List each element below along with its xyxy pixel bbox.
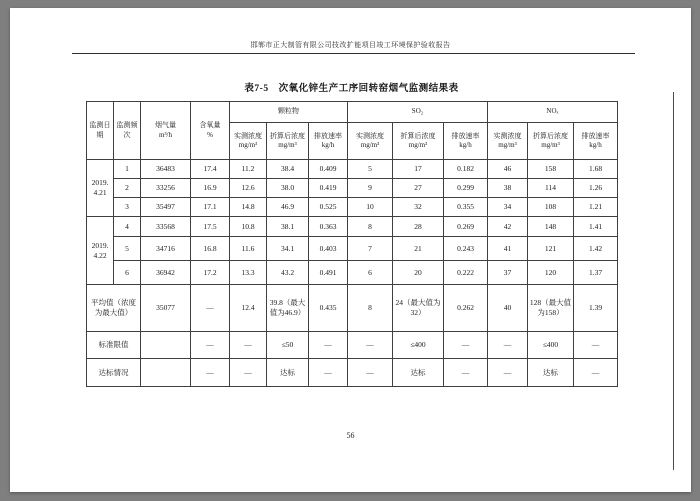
data-cell: 1: [114, 160, 141, 179]
data-cell: 46: [488, 160, 528, 179]
data-cell: —: [230, 359, 267, 387]
data-cell: 达标: [267, 359, 309, 387]
data-cell: 17.1: [191, 198, 230, 217]
page-edge-shadow-line: [673, 92, 674, 470]
data-cell: 17: [393, 160, 444, 179]
data-cell: 35077: [141, 285, 191, 332]
data-cell: —: [444, 359, 488, 387]
data-cell: 39.8（最大值为46.9）: [267, 285, 309, 332]
data-cell: 28: [393, 217, 444, 237]
subheader-label: 排放速率: [314, 131, 342, 140]
data-cell: 37: [488, 261, 528, 285]
data-cell: —: [348, 359, 393, 387]
data-cell: 1.37: [574, 261, 618, 285]
data-cell: 14.8: [230, 198, 267, 217]
data-cell: 0.299: [444, 179, 488, 198]
group-header-nox: NOₓ: [488, 102, 618, 123]
data-cell: 27: [393, 179, 444, 198]
col-header-unit: m³/h: [159, 130, 172, 139]
data-cell: 4: [114, 217, 141, 237]
data-cell: 2: [114, 179, 141, 198]
data-cell: 1.26: [574, 179, 618, 198]
subheader-label: 折算后浓度: [400, 131, 436, 140]
col-header-label: 含氧量: [199, 121, 221, 130]
data-cell: 5: [114, 237, 141, 261]
data-cell: 38.0: [267, 179, 309, 198]
col-header-label: 烟气量: [155, 121, 176, 130]
data-cell: [141, 332, 191, 359]
data-cell: 9: [348, 179, 393, 198]
data-cell: —: [191, 359, 230, 387]
data-cell: —: [191, 285, 230, 332]
data-cell: 114: [528, 179, 574, 198]
data-cell: 12.6: [230, 179, 267, 198]
data-cell: 35497: [141, 198, 191, 217]
data-cell: 12.4: [230, 285, 267, 332]
table-row: [87, 359, 618, 387]
data-cell: 41: [488, 237, 528, 261]
data-cell: 120: [528, 261, 574, 285]
table-row: [87, 198, 618, 217]
data-cell: 40: [488, 285, 528, 332]
data-cell: ≤400: [393, 332, 444, 359]
data-cell: 5: [348, 160, 393, 179]
subheader-unit: kg/h: [589, 141, 602, 149]
data-cell: 0.355: [444, 198, 488, 217]
page-number: 56: [346, 431, 355, 440]
data-cell: 8: [348, 217, 393, 237]
subheader-unit: mg/m³: [360, 141, 380, 149]
group-header-particulate: 颗粒物: [230, 102, 348, 123]
data-cell: 38.4: [267, 160, 309, 179]
data-cell: —: [444, 332, 488, 359]
subheader-label: 实测浓度: [493, 131, 522, 140]
data-cell: —: [488, 359, 528, 387]
data-cell: 0.525: [309, 198, 348, 217]
data-cell: 0.269: [444, 217, 488, 237]
data-cell: 0.491: [309, 261, 348, 285]
data-cell: 1.42: [574, 237, 618, 261]
data-cell: 0.403: [309, 237, 348, 261]
data-cell: 34: [488, 198, 528, 217]
data-cell: —: [574, 332, 618, 359]
data-cell: —: [309, 332, 348, 359]
subheader-unit: kg/h: [459, 141, 472, 149]
subheader-so2-converted: [393, 123, 444, 160]
col-header-flue-gas-volume: [141, 102, 191, 160]
row-label-cell: 标准限值: [87, 332, 141, 359]
subheader-label: 实测浓度: [234, 131, 262, 140]
data-cell: —: [574, 359, 618, 387]
subheader-unit: mg/m³: [278, 141, 297, 149]
data-cell: 36483: [141, 160, 191, 179]
data-cell: 121: [528, 237, 574, 261]
subheader-label: 折算后浓度: [533, 131, 568, 140]
data-cell: 38: [488, 179, 528, 198]
data-cell: 43.2: [267, 261, 309, 285]
data-cell: 0.409: [309, 160, 348, 179]
data-cell: 0.243: [444, 237, 488, 261]
report-page: [10, 8, 691, 492]
subheader-pm-rate: [309, 123, 348, 160]
data-cell: 17.2: [191, 261, 230, 285]
table-title: 表7-5 次氧化锌生产工序回转窑烟气监测结果表: [244, 84, 459, 94]
subheader-pm-measured: [230, 123, 267, 160]
table-body: [87, 160, 618, 387]
subheader-label: 排放速率: [451, 131, 480, 140]
data-cell: 6: [114, 261, 141, 285]
row-label-cell: 达标情况: [87, 359, 141, 387]
table-row: [87, 160, 618, 179]
data-cell: 0.363: [309, 217, 348, 237]
data-cell: ≤400: [528, 332, 574, 359]
col-header-date: 监测日期: [87, 102, 114, 160]
subheader-nox-rate: [574, 123, 618, 160]
data-cell: 148: [528, 217, 574, 237]
subheader-pm-converted: [267, 123, 309, 160]
data-cell: 158: [528, 160, 574, 179]
subheader-unit: mg/m³: [238, 141, 258, 149]
data-cell: 17.4: [191, 160, 230, 179]
col-header-frequency: 监测频次: [114, 102, 141, 160]
col-header-oxygen-content: [191, 102, 230, 160]
data-cell: 1.41: [574, 217, 618, 237]
table-row: [87, 237, 618, 261]
data-cell: 11.2: [230, 160, 267, 179]
subheader-unit: mg/m³: [498, 141, 517, 149]
data-cell: 0.262: [444, 285, 488, 332]
data-cell: ≤50: [267, 332, 309, 359]
table-header-group-row: [87, 102, 618, 123]
header-divider-line: [72, 53, 635, 54]
data-cell: —: [309, 359, 348, 387]
data-cell: 16.8: [191, 237, 230, 261]
monitoring-results-table: [86, 101, 618, 387]
date-cell: 2019. 4.21: [87, 160, 114, 217]
table-row: [87, 217, 618, 237]
data-cell: 16.9: [191, 179, 230, 198]
data-cell: 0.419: [309, 179, 348, 198]
data-cell: 1.39: [574, 285, 618, 332]
subheader-so2-rate: [444, 123, 488, 160]
data-cell: —: [191, 332, 230, 359]
data-cell: 33568: [141, 217, 191, 237]
data-cell: 0.435: [309, 285, 348, 332]
subheader-unit: mg/m³: [408, 141, 428, 149]
table-row: [87, 179, 618, 198]
data-cell: 11.6: [230, 237, 267, 261]
data-cell: 1.21: [574, 198, 618, 217]
data-cell: 10.8: [230, 217, 267, 237]
table-row: [87, 332, 618, 359]
subheader-nox-converted: [528, 123, 574, 160]
subheader-unit: kg/h: [321, 141, 335, 149]
row-label-cell: 平均值（浓度为最大值）: [87, 285, 141, 332]
data-cell: [141, 359, 191, 387]
subheader-so2-measured: [348, 123, 393, 160]
table-row: [87, 261, 618, 285]
group-header-so2: SO₂: [348, 102, 488, 123]
col-header-unit: %: [207, 130, 213, 139]
subheader-nox-measured: [488, 123, 528, 160]
data-cell: —: [230, 332, 267, 359]
data-cell: 13.3: [230, 261, 267, 285]
data-cell: 3: [114, 198, 141, 217]
data-cell: 46.9: [267, 198, 309, 217]
data-cell: 108: [528, 198, 574, 217]
table-row: [87, 285, 618, 332]
data-cell: 达标: [528, 359, 574, 387]
date-cell: 2019. 4.22: [87, 217, 114, 285]
data-cell: 8: [348, 285, 393, 332]
data-cell: 24（最大值为32）: [393, 285, 444, 332]
data-cell: 7: [348, 237, 393, 261]
data-cell: 17.5: [191, 217, 230, 237]
data-cell: 33256: [141, 179, 191, 198]
data-cell: 36942: [141, 261, 191, 285]
data-cell: 42: [488, 217, 528, 237]
document-header-title: 邯郸市正大制管有限公司技改扩能项目竣工环境保护验收报告: [250, 41, 451, 49]
data-cell: 1.68: [574, 160, 618, 179]
data-cell: 0.182: [444, 160, 488, 179]
data-cell: 0.222: [444, 261, 488, 285]
data-cell: 34716: [141, 237, 191, 261]
data-cell: 21: [393, 237, 444, 261]
data-cell: 10: [348, 198, 393, 217]
data-cell: —: [348, 332, 393, 359]
data-cell: —: [488, 332, 528, 359]
data-cell: 20: [393, 261, 444, 285]
data-cell: 32: [393, 198, 444, 217]
subheader-label: 实测浓度: [356, 131, 384, 140]
subheader-unit: mg/m³: [541, 141, 560, 149]
data-cell: 6: [348, 261, 393, 285]
subheader-label: 排放速率: [581, 131, 610, 140]
data-cell: 38.1: [267, 217, 309, 237]
data-cell: 128（最大值为158）: [528, 285, 574, 332]
data-cell: 34.1: [267, 237, 309, 261]
data-cell: 达标: [393, 359, 444, 387]
subheader-label: 折算后浓度: [270, 131, 305, 140]
